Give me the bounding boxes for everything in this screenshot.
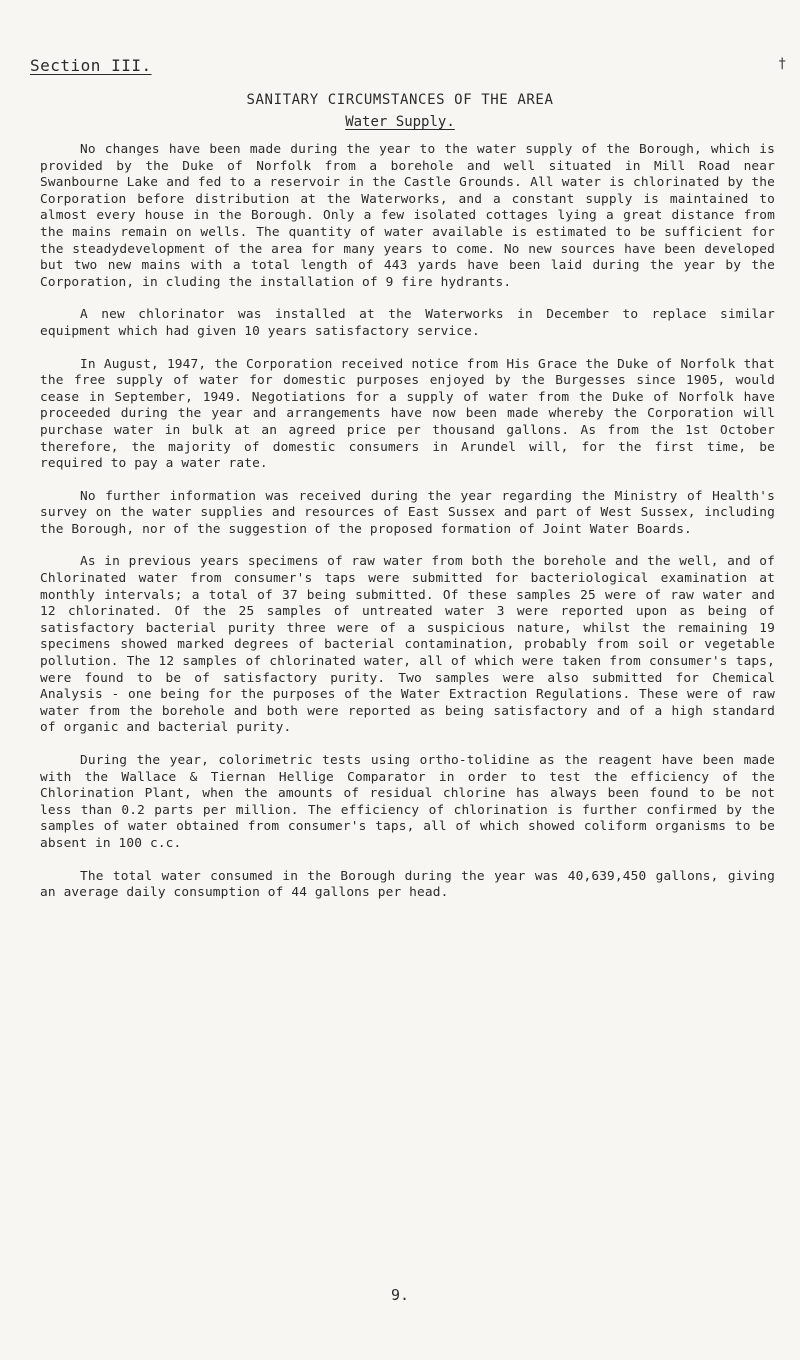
paragraph-chlorinator: A new chlorinator was installed at the Waterworks in December to replace similar equipment which had given 10 years satisfactory service. bbox=[40, 307, 775, 339]
paragraph-ministry-survey: No further information was received during the year regarding the Ministry of Health's survey on the water supplies and resources of East Sussex and part of West Sussex, including the Borough, nor of the suggestion of the proposed formation of Joint Water Boards. bbox=[40, 488, 775, 537]
paragraph-specimens: As in previous years specimens of raw water from both the borehole and the well, and of Chlorinated water from consumer's taps were submitted for bacteriological examination at monthly intervals; a total of 37 being submitted. Of these samples 25 were of raw water and 12 chlorinated. Of the 25 samples of untreated water 3 were reported upon as being of satisfactory bacterial purity three were of a suspicious nature, whilst the remaining 19 specimens showed marked degrees of bacterial contamination, probably from soil or vegetable pollution. The 12 samples of chlorinated water, all of which were taken from consumer's taps, were found to be of satisfactory purity. Two samples were also submitted for Chemical Analysis - one being for the purposes of the Water Extraction Regulations. These were of raw water from the borehole and both were reported as being satisfactory and of a high standard of organic and bacterial purity. bbox=[40, 554, 775, 736]
paragraph-colorimetric-tests: During the year, colorimetric tests using ortho-tolidine as the reagent have been made with the Wallace & Tiernan Hellige Comparator in order to test the efficiency of the Chlorination Plant, when the amounts of residual chlorine has always been found to be not less than 0.2 parts per million. The efficiency of chlorination is further confirmed by the samples of water obtained from consumer's taps, all of which showed coliform organisms to be absent in 100 c.c. bbox=[40, 753, 775, 851]
document-title: SANITARY CIRCUMSTANCES OF THE AREA bbox=[246, 92, 554, 108]
document-subtitle: Water Supply. bbox=[345, 114, 455, 130]
page-number: 9. bbox=[390, 1286, 410, 1304]
corner-mark: † bbox=[778, 56, 787, 72]
paragraph-free-supply: In August, 1947, the Corporation received notice from His Grace the Duke of Norfolk that the free supply of water for domestic purposes enjoyed by the Burgesses since 1905, would cease in September, 1949. Negotiations for a supply of water from the Duke of Norfolk have proceeded during the year and arrangements have now been made whereby the Corporation will purchase water in bulk at an agreed price per thousand gallons. As from the 1st October therefore, the majority of domestic consumers in Arundel will, for the first time, be required to pay a water rate. bbox=[40, 356, 775, 472]
paragraph-consumption: The total water consumed in the Borough during the year was 40,639,450 gallons, giving an average daily consumption of 44 gallons per head. bbox=[40, 868, 775, 901]
section-heading: Section III. bbox=[30, 56, 152, 75]
body-text bbox=[40, 142, 775, 918]
paragraph-water-supply: No changes have been made during the year to the water supply of the Borough, which is provided by the Duke of Norfolk from a borehole and well situated in Mill Road near Swanbourne Lake and fed to a reservoir in the Castle Grounds. All water is chlorinated by the Corporation before distribution at the Waterworks, and a constant supply is maintained to almost every house in the Borough. Only a few isolated cottages lying a great distance from the mains remain on wells. The quantity of water available is estimated to be sufficient for the steadydevelopment of the area for many years to come. No new sources have been developed but two new mains with a total length of 443 yards have been laid during the year by the Corporation, in cluding the installation of 9 fire hydrants. bbox=[40, 142, 775, 290]
